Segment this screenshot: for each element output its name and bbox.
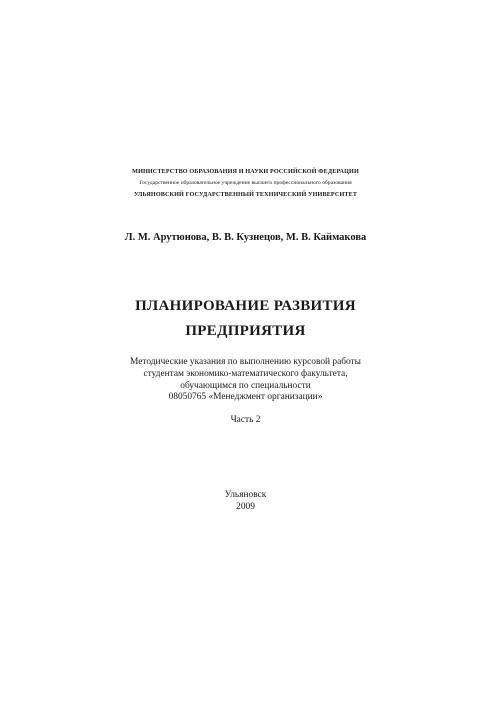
description-line-2: студентам экономико-математического факультета, [143,369,348,379]
imprint-year: 2009 [236,502,255,512]
part-number: Часть 2 [230,415,261,425]
authors: Л. М. Арутюнова, В. В. Кузнецов, М. В. Каймакова [124,232,367,243]
description-line-4: 08050765 «Менеджмент организации» [168,392,323,402]
document-title-line-2: ПРЕДПРИЯТИЯ [185,323,306,339]
document-title-line-1: ПЛАНИРОВАНИЕ РАЗВИТИЯ [135,298,356,314]
university-name: УЛЬЯНОВСКИЙ ГОСУДАРСТВЕННЫЙ ТЕХНИЧЕСКИЙ УНИВЕРСИТЕТ [133,191,358,198]
description-line-1: Методические указания по выполнению курсовой работы [130,357,361,367]
institution-type: Государственное образовательное учреждение высшего профессионального образования [139,180,352,186]
ministry-name: МИНИСТЕРСТВО ОБРАЗОВАНИЯ И НАУКИ РОССИЙСКОЙ ФЕДЕРАЦИИ [132,168,359,175]
description-line-3: обучающимся по специальности [180,381,311,391]
imprint-city: Ульяновск [224,490,267,500]
